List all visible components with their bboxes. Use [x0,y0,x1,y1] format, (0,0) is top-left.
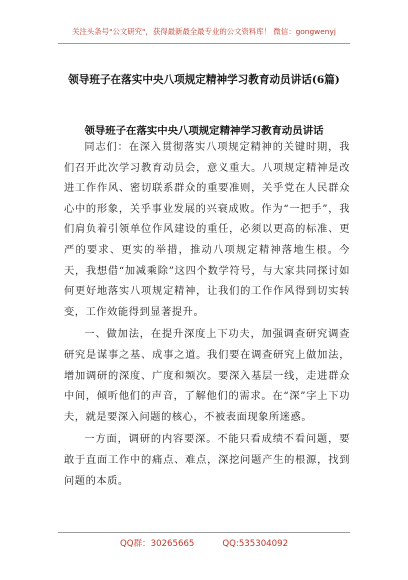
section-title: 领导班子在落实中央八项规定精神学习教育动员讲话 [84,125,324,137]
footer-contact [0,537,408,549]
document-title: 领导班子在落实中央八项规定精神学习教育动员讲话(6篇) [68,74,340,86]
footer-qq-group: QQ群：30265665 [119,539,195,549]
body-paragraph: 同志们：在深入贯彻落实八项规定精神的关键时期，我们召开此次学习教育动员会，意义重大。八项规定精神是改进工作作风、密切联系群众的重要准则，关乎党在人民群众心中的形象，关乎事业发展的兴衰成败。作为“一把手”，我们肩负着引领单位作风建设的重任，必须以更高的标准、更严的要求、更实的举措，推动八项规定精神落地生根。今天，我想借“加减乘除”这四个数学符号，与大家共同探讨如何更好地落实八项规定精神，让我们的工作作风得到切实转变，工作效能得到显著提升。 [64,142,350,318]
header-divider [58,43,350,44]
body-paragraph: 一、做加法，在提升深度上下功夫，加强调查研究调查研究是谋事之基、成事之道。我们要在调查研究上做加法，增加调研的深度、广度和频次。要深入基层一线，走进群众中间，倾听他们的声音，了解他们的需求。在“深”字上下功夫，就是要深入问题的核心，不被表面现象所迷惑。 [64,329,350,423]
header-promo-note: 关注头条号"公文研究"，获得最新最全最专业的公文资料库！ 微信：gongwenyj [72,27,336,36]
document-body [64,138,350,494]
footer-divider [58,532,350,533]
body-paragraph: 一方面，调研的内容要深。不能只看成绩不看问题，要敢于直面工作中的痛点、难点，深挖问题产生的根源，找到问题的本质。 [64,434,350,487]
footer-qq: QQ:535304092 [222,539,289,549]
